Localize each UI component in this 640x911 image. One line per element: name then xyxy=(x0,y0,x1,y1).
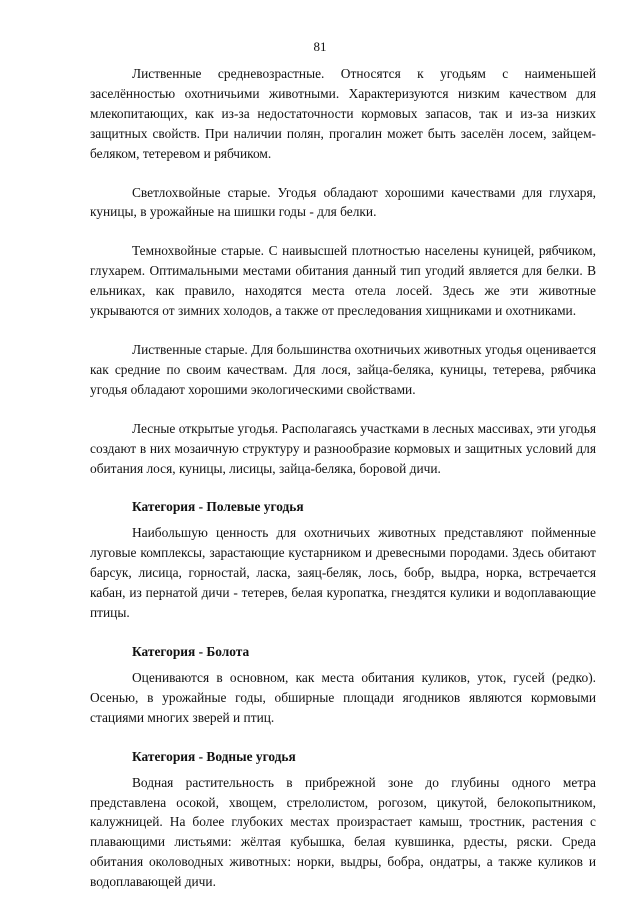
paragraph-field-lands: Наибольшую ценность для охотничьих животных представляют пойменные луговые комплексы, зарастающие кустарником и древесными породами. Здесь обитают барсук, лисица, горностай, ласка, заяц-беляк, лось, бобр, выдра, норка, встречается кабан, из пернатой дичи - тетерев, белая куропатка, гнездятся кулики и водоплавающие птицы. xyxy=(90,525,596,621)
page-number: 81 xyxy=(313,39,327,54)
paragraph-light-coniferous-old: Светлохвойные старые. Угодья обладают хорошими качествами для глухаря, куницы, в урожайные на шишки годы - для белки. xyxy=(90,184,596,220)
paragraph-deciduous-middle-aged: Лиственные средневозрастные. Относятся к угодьям с наименьшей заселённостью охотничьими животными. Характеризуются низким качеством для млекопитающих, как из-за недостаточности кормовых запасов, так и из-за низких защитных свойств. При наличии полян, прогалин может быть заселён лосем, зайцем-беляком, тетеревом и рябчиком. xyxy=(90,66,596,161)
paragraph-water-lands: Водная растительность в прибрежной зоне до глубины одного метра представлена осокой, хвощем, стрелолистом, рогозом, цикутой, белокопытником, калужницей. На более глубоких местах произрастает камыш, тростник, растения с плавающими листьями: жёлтая кубышка, белая кувшинка, рдесты, ряски. Среда обитания околоводных животных: норки, выдры, бобра, ондатры, а также куликов и водоплавающей дичи. xyxy=(90,774,596,890)
page-content xyxy=(90,64,596,911)
heading-field-lands: Категория - Полевые угодья xyxy=(132,499,304,515)
heading-water-lands: Категория - Водные угодья xyxy=(132,748,296,764)
paragraph-deciduous-old: Лиственные старые. Для большинства охотничьих животных угодья оценивается как средние по своим качествам. Для лося, зайца-беляка, куницы, тетерева, рябчика угодья обладают хорошими экологическими свойствами. xyxy=(90,341,596,397)
paragraph-dark-coniferous-old: Темнохвойные старые. С наивысшей плотностью населены куницей, рябчиком, глухарем. Оптимальными местами обитания данный тип угодий является для белки. В ельниках, как правило, находятся места отела лосей. Здесь же эти животные укрываются от зимних холодов, а также от преследования хищниками и охотниками. xyxy=(90,243,596,319)
paragraph-forest-open-lands: Лесные открытые угодья. Располагаясь участками в лесных массивах, эти угодья создают в них мозаичную структуру и разнообразие кормовых и защитных условий для обитания лося, куницы, лисицы, зайца-беляка, боровой дичи. xyxy=(90,420,596,476)
paragraph-swamps: Оцениваются в основном, как места обитания куликов, уток, гусей (редко). Осенью, в урожайные годы, обширные площади ягодников являются кормовыми стациями многих зверей и птиц. xyxy=(90,669,596,725)
heading-swamps: Категория - Болота xyxy=(132,643,250,659)
